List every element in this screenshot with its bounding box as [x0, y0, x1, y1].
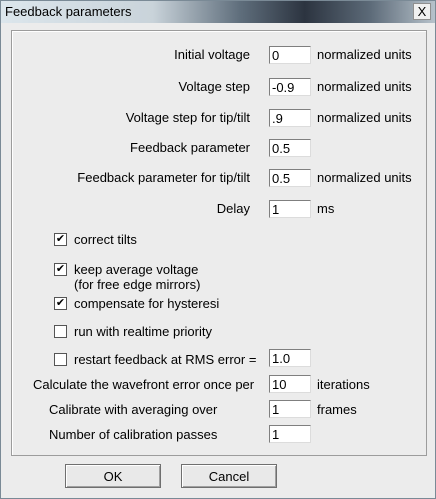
calibrate-label: Calibrate with averaging over: [49, 402, 218, 417]
keep-average-voltage-sublabel: (for free edge mirrors): [74, 277, 201, 292]
feedback-parameter-label: Feedback parameter: [130, 140, 250, 155]
voltage-step-tiptilt-label: Voltage step for tip/tilt: [125, 110, 250, 125]
feedback-parameter-input[interactable]: [269, 139, 311, 157]
calibration-passes-label: Number of calibration passes: [49, 427, 218, 442]
calibration-passes-input[interactable]: [269, 425, 311, 443]
wavefront-label: Calculate the wavefront error once per: [33, 377, 255, 392]
calibrate-frames-input[interactable]: [269, 400, 311, 418]
check-icon: ✔: [55, 263, 66, 275]
correct-tilts-label: correct tilts: [74, 232, 137, 247]
calibrate-unit: frames: [317, 402, 357, 417]
restart-feedback-checkbox[interactable]: [54, 353, 67, 366]
compensate-hysteresis-label: compensate for hysteresi: [74, 296, 220, 311]
wavefront-iterations-input[interactable]: [269, 375, 311, 393]
initial-voltage-unit: normalized units: [317, 47, 412, 62]
compensate-hysteresis-checkbox[interactable]: [54, 297, 67, 310]
ok-button[interactable]: OK: [65, 464, 161, 488]
correct-tilts-checkbox[interactable]: [54, 233, 67, 246]
close-button[interactable]: [413, 3, 431, 20]
check-icon: ✔: [55, 233, 66, 245]
title-bar: [1, 1, 435, 23]
voltage-step-tiptilt-input[interactable]: [269, 109, 311, 127]
cancel-button[interactable]: Cancel: [181, 464, 277, 488]
delay-input[interactable]: [269, 200, 311, 218]
keep-average-voltage-label: keep average voltage: [74, 262, 199, 277]
keep-average-voltage-checkbox[interactable]: [54, 263, 67, 276]
feedback-parameter-tiptilt-unit: normalized units: [317, 170, 412, 185]
realtime-priority-checkbox[interactable]: [54, 325, 67, 338]
delay-unit: ms: [317, 201, 335, 216]
delay-label: Delay: [216, 201, 250, 216]
realtime-priority-label: run with realtime priority: [74, 324, 212, 339]
voltage-step-unit: normalized units: [317, 79, 412, 94]
rms-error-input[interactable]: [269, 349, 311, 367]
voltage-step-tiptilt-unit: normalized units: [317, 110, 412, 125]
voltage-step-input[interactable]: [269, 78, 311, 96]
voltage-step-label: Voltage step: [178, 79, 250, 94]
initial-voltage-input[interactable]: [269, 46, 311, 64]
window-title: Feedback parameters: [5, 4, 132, 19]
check-icon: ✔: [55, 297, 66, 309]
restart-feedback-label: restart feedback at RMS error =: [74, 352, 257, 367]
wavefront-unit: iterations: [317, 377, 370, 392]
close-icon: X: [417, 4, 427, 19]
initial-voltage-label: Initial voltage: [174, 47, 250, 62]
feedback-parameter-tiptilt-input[interactable]: [269, 169, 311, 187]
feedback-parameter-tiptilt-label: Feedback parameter for tip/tilt: [77, 170, 250, 185]
